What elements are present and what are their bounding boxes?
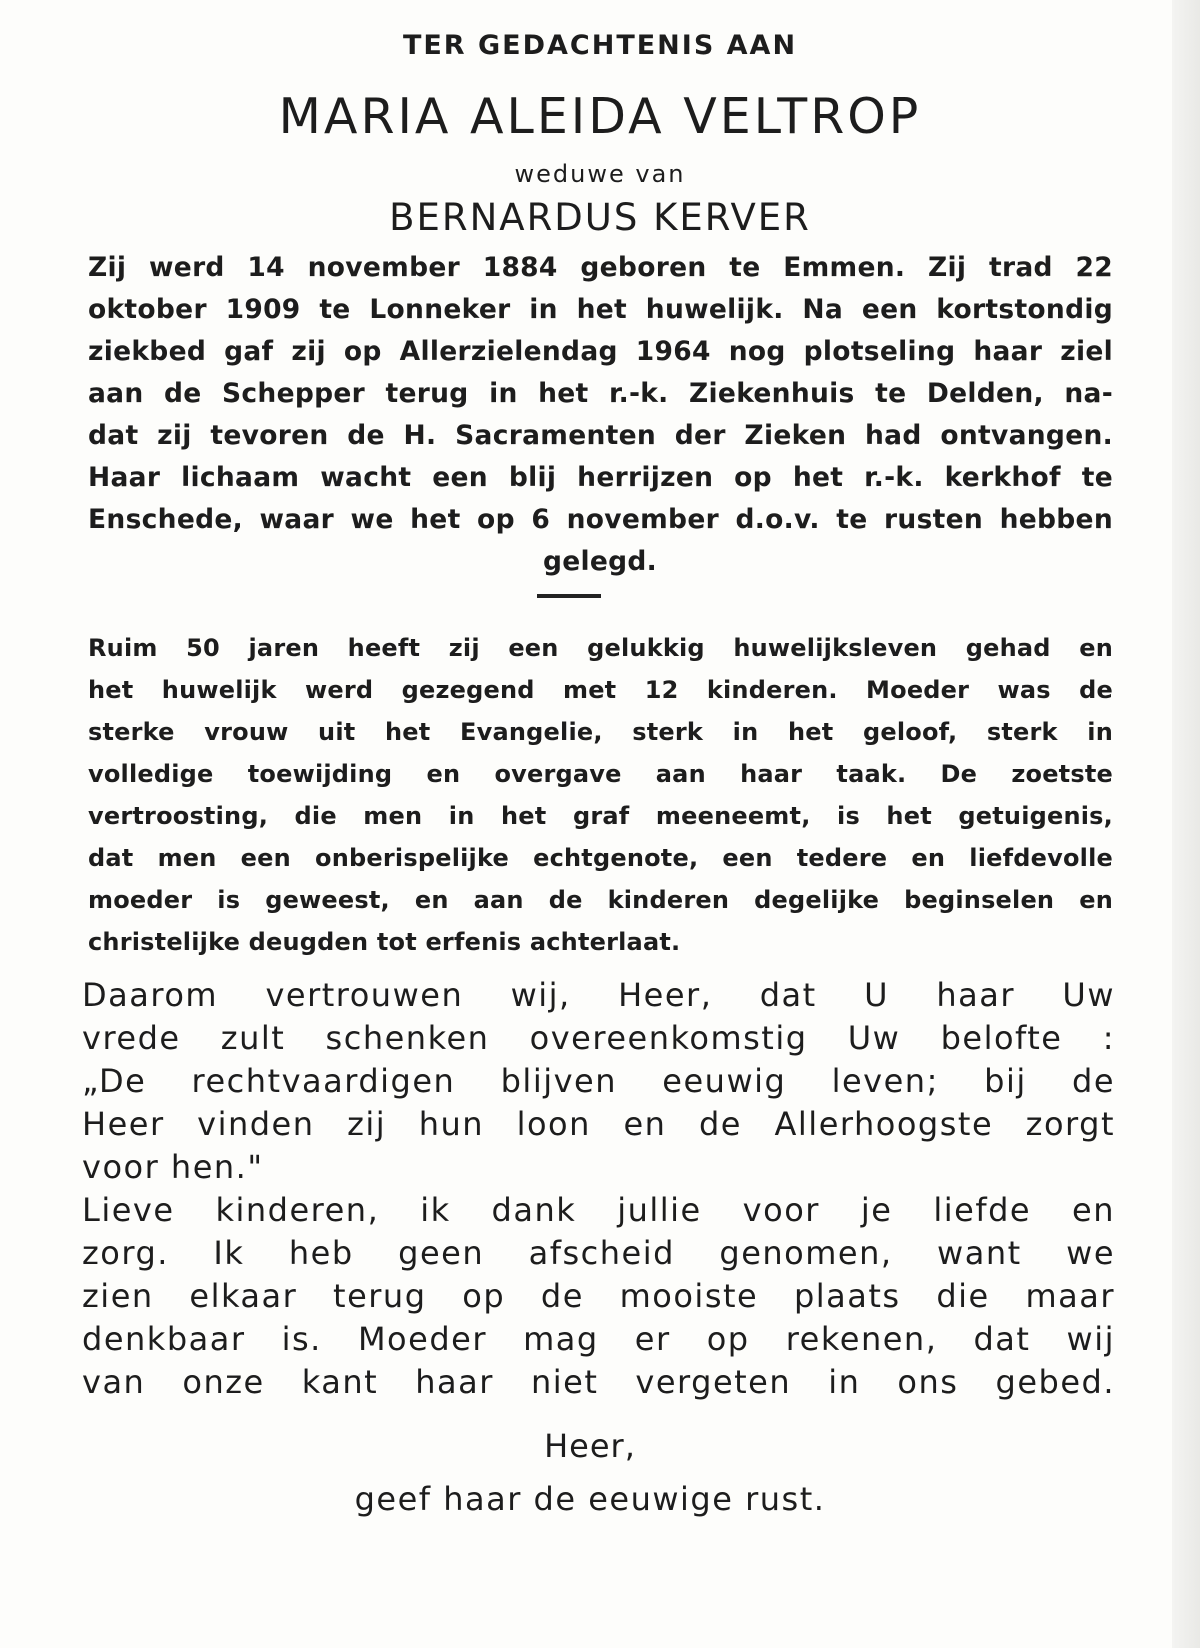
biography-line: oktober 1909 te Lonneker in het huwelijk. Na een kortstondig xyxy=(88,294,1113,325)
biography-line: dat zij tevoren de H. Sacramenten der Zieken had ontvangen. xyxy=(88,420,1113,451)
closing-prayer: geef haar de eeuwige rust. xyxy=(354,1480,826,1518)
tribute-line: moeder is geweest, en aan de kinderen degelijke beginselen en xyxy=(88,886,1113,914)
biography-line: ziekbed gaf zij op Allerzielendag 1964 nog plotseling haar ziel xyxy=(88,336,1113,367)
tribute-line: Ruim 50 jaren heeft zij een gelukkig huwelijksleven gehad en xyxy=(88,634,1113,662)
prayer-line: voor hen." xyxy=(82,1148,264,1186)
closing-invocation: Heer, xyxy=(544,1427,636,1465)
prayer-line: „De rechtvaardigen blijven eeuwig leven; bij de xyxy=(82,1062,1115,1100)
deceased-name: MARIA ALEIDA VELTROP xyxy=(278,88,922,145)
biography-line: Enschede, waar we het op 6 november d.o.v. te rusten hebben xyxy=(88,504,1113,535)
biography-line: gelegd. xyxy=(542,546,658,577)
prayer-line: van onze kant haar niet vergeten in ons gebed. xyxy=(82,1363,1115,1401)
prayer-line: vrede zult schenken overeenkomstig Uw belofte : xyxy=(82,1019,1115,1057)
biography-line: Zij werd 14 november 1884 geboren te Emmen. Zij trad 22 xyxy=(88,252,1113,283)
tribute-line: sterke vrouw uit het Evangelie, sterk in het geloof, sterk in xyxy=(88,718,1113,746)
section-divider xyxy=(537,594,601,598)
prayer-line: zien elkaar terug op de mooiste plaats die maar xyxy=(82,1277,1115,1315)
tribute-line: christelijke deugden tot erfenis achterlaat. xyxy=(88,928,681,956)
card-edge-shadow xyxy=(1172,0,1200,1648)
biography-line: aan de Schepper terug in het r.-k. Ziekenhuis te Delden, na- xyxy=(88,378,1113,409)
spouse-name: BERNARDUS KERVER xyxy=(389,196,811,239)
prayer-line: zorg. Ik heb geen afscheid genomen, want we xyxy=(82,1234,1115,1272)
tribute-line: het huwelijk werd gezegend met 12 kinderen. Moeder was de xyxy=(88,676,1113,704)
prayer-line: Lieve kinderen, ik dank jullie voor je liefde en xyxy=(82,1191,1115,1229)
tribute-line: vertroosting, die men in het graf meeneemt, is het getuigenis, xyxy=(88,802,1113,830)
biography-line: Haar lichaam wacht een blij herrijzen op het r.-k. kerkhof te xyxy=(88,462,1113,493)
intro-heading: TER GEDACHTENIS AAN xyxy=(402,30,798,61)
prayer-line: denkbaar is. Moeder mag er op rekenen, dat wij xyxy=(82,1320,1115,1358)
tribute-line: dat men een onberispelijke echtgenote, een tedere en liefdevolle xyxy=(88,844,1113,872)
relation-text: weduwe van xyxy=(514,160,686,188)
prayer-line: Daarom vertrouwen wij, Heer, dat U haar Uw xyxy=(82,976,1115,1014)
tribute-line: volledige toewijding en overgave aan haar taak. De zoetste xyxy=(88,760,1113,788)
prayer-line: Heer vinden zij hun loon en de Allerhoogste zorgt xyxy=(82,1105,1115,1143)
